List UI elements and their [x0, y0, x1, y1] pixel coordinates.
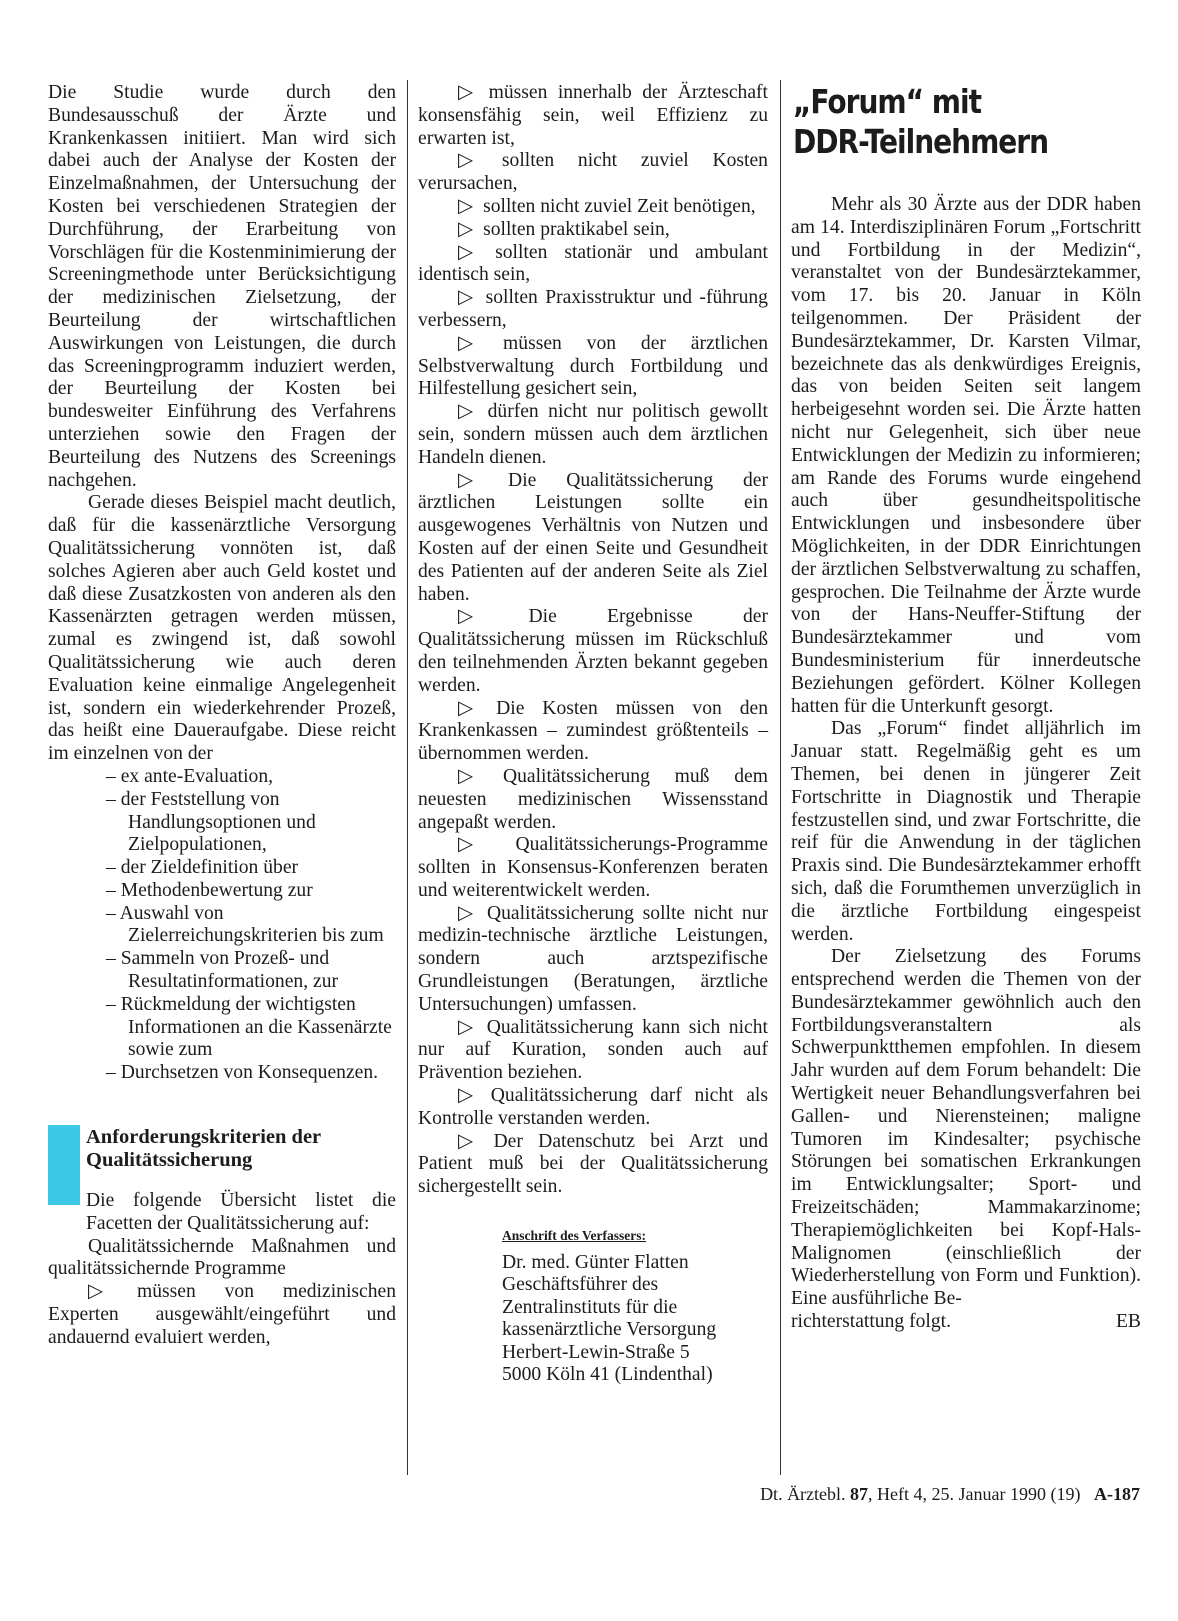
title-line: DDR-Teilnehmern — [793, 122, 1049, 161]
bullet-item: ▷ sollten nicht zuviel Kosten verursachen, — [418, 150, 768, 196]
bullet-item: ▷ Qualitätssicherung kann sich nicht nur auf Kuration, sonden auch auf Prävention beziehen. — [418, 1017, 768, 1085]
column-1 — [48, 82, 396, 1350]
address-label: Anschrift des Verfassers: — [502, 1228, 646, 1244]
bullet-item: ▷ Qualitätssicherung darf nicht als Kontrolle verstanden werden. — [418, 1085, 768, 1131]
paragraph-end: richterstattung folgt. — [791, 1311, 951, 1333]
bullet-item: ▷ müssen innerhalb der Ärzteschaft konsensfähig sein, weil Effizienz zu erwarten ist, — [418, 82, 768, 150]
bullet-item: ▷ sollten Praxisstruktur und -führung verbessern, — [418, 287, 768, 333]
section-title: Anforderungskriterien der Qualitätssicherung — [86, 1126, 321, 1172]
list-item: – Sammeln von Prozeß- und Resultatinformationen, zur — [106, 948, 339, 993]
title-line: „Forum“ mit — [793, 82, 981, 121]
column-divider-2 — [780, 80, 781, 1475]
address-line: Zentralinstituts für die — [502, 1296, 678, 1318]
author-address — [418, 1225, 768, 1387]
page-footer — [650, 1484, 1140, 1505]
evaluation-list — [48, 766, 396, 1085]
bullet-item: ▷ sollten nicht zuviel Zeit benötigen, — [418, 196, 768, 219]
paragraph: Qualitätssichernde Maßnahmen und qualitätssichernde Programme — [48, 1235, 396, 1280]
list-item: – der Zieldefinition über — [106, 857, 299, 879]
paragraph: Gerade dieses Beispiel macht deutlich, daß für die kassenärztliche Versorgung Qualitätssicherung vonnöten ist, daß solches Agieren aber auch Geld kostet und daß diese Zusatzkosten von anderen als den Kassenärzten getragen werden müssen, zumal es zwingend ist, daß sowohl Qualitätssicherung wie auch deren Evaluation keine einmalige Angelegenheit ist, sondern ein wiederkehrender Prozeß, das heißt eine Daueraufgabe. Diese reicht im einzelnen von der — [48, 492, 396, 765]
list-item: – Methodenbewertung zur — [106, 879, 313, 901]
bullet-item: ▷ Der Datenschutz bei Arzt und Patient muß bei der Qualitätssicherung sichergestellt sein. — [418, 1131, 768, 1199]
closing-line — [791, 1311, 1141, 1334]
column-2 — [418, 82, 768, 1387]
volume-number: 87 — [850, 1484, 869, 1504]
bullet-item: ▷ müssen von medizinischen Experten ausgewählt/eingeführt und andauernd evaluiert werden, — [48, 1281, 396, 1349]
bullet-item: ▷ Qualitätssicherung muß dem neuesten medizinischen Wissensstand angepaßt werden. — [418, 766, 768, 834]
paragraph: Der Zielsetzung des Forums entsprechend werden die Themen von der Bundesärztekammer gewöhnlich auch den Fortbildungsveranstaltern als Schwerpunktthemen empfohlen. In diesem Jahr wurden auf dem Forum behandelt: Die Wertigkeit neuer Behandlungsverfahren bei Gallen- und Nierensteinen; maligne Tumoren im Kindesalter; psychische Störungen bei somatischen Erkrankungen im Entwicklungsalter; Sport- und Freizeitschäden; Mammakarzinome; Therapiemöglichkeiten bei Kopf-Hals-Malignomen (einschließlich der Wiederherstellung von Form und Funktion). Eine ausführliche Be- — [791, 946, 1141, 1310]
bullet-item: ▷ Die Ergebnisse der Qualitätssicherung müssen im Rückschluß den teilnehmenden Ärzten bekannt gegeben werden. — [418, 606, 768, 697]
heading-accent-bar — [48, 1125, 80, 1205]
column-3 — [791, 82, 1141, 1334]
bullet-item: ▷ sollten praktikabel sein, — [418, 219, 768, 242]
address-line: Dr. med. Günter Flatten — [502, 1251, 689, 1273]
address-line: Geschäftsführer des — [502, 1274, 659, 1296]
paragraph: Die folgende Übersicht listet die Facetten der Qualitätssicherung auf: — [86, 1190, 396, 1234]
bullet-item: ▷ müssen von der ärztlichen Selbstverwaltung durch Fortbildung und Hilfestellung gesichert sein, — [418, 333, 768, 401]
bullet-item: ▷ Qualitätssicherung sollte nicht nur medizin-technische ärztliche Leistungen, sondern auch arztspezifische Grundleistungen (Beratungen, ärztliche Untersuchungen) umfassen. — [418, 903, 768, 1017]
list-item: – ex ante-Evaluation, — [106, 765, 274, 787]
issue-info: , Heft 4, 25. Januar 1990 (19) — [868, 1484, 1081, 1504]
address-line: Herbert-Lewin-Straße 5 — [502, 1341, 690, 1363]
list-item: – Durchsetzen von Konsequenzen. — [106, 1062, 379, 1084]
list-item: – Auswahl von Zielerreichungskriterien bis zum — [106, 902, 384, 947]
paragraph: Das „Forum“ findet alljährlich im Januar statt. Regelmäßig geht es um Themen, bei denen in jüngerer Zeit Fortschritte in Diagnostik und Therapie festzustellen sind, und zwar Fortschritte, die reif für die Anwendung in der täglichen Praxis sind. Die Bundesärztekammer erhofft sich, daß die Forumthemen unverzüglich in die ärztliche Fortbildung eingespeist werden. — [791, 718, 1141, 945]
author-signature: EB — [1115, 1311, 1141, 1333]
bullet-item: ▷ Die Qualitätssicherung der ärztlichen Leistungen sollte ein ausgewogenes Verhältnis von Nutzen und Kosten auf der einen Seite und Gesundheit des Patienten auf der anderen Seite als Ziel haben. — [418, 470, 768, 607]
list-item: – der Feststellung von Handlungsoptionen und Zielpopulationen, — [106, 788, 316, 856]
article-title — [793, 82, 1089, 162]
section-heading — [48, 1111, 396, 1236]
bullet-item: ▷ dürfen nicht nur politisch gewollt sein, sondern müssen auch dem ärztlichen Handeln dienen. — [418, 401, 768, 469]
journal-name: Dt. Ärztebl. — [760, 1484, 846, 1504]
page-number: A-187 — [1094, 1484, 1140, 1504]
paragraph: Mehr als 30 Ärzte aus der DDR haben am 14. Interdisziplinären Forum „Fortschritt und Fortbildung in der Medizin“, veranstaltet von der Bundesärztekammer, vom 17. bis 20. Januar in Köln teilgenommen. Der Präsident der Bundesärztekammer, Dr. Karsten Vilmar, bezeichnete das als denkwürdiges Ereignis, das von beiden Seiten seit langem herbeigesehnt worden sei. Die Ärzte hatten nicht nur Gelegenheit, sich über neue Entwicklungen der Medizin zu informieren; am Rande des Forums wurde eingehend auch über gesundheitspolitische Entwicklungen und insbesondere über Möglichkeiten, in der DDR Einrichtungen der ärztlichen Selbstverwaltung zu schaffen, gesprochen. Die Teilnahme der Ärzte wurde von der Hans-Neuffer-Stiftung der Bundesärztekammer und vom Bundesministerium für innerdeutsche Beziehungen gefördert. Kölner Kollegen hatten für die Unterkunft gesorgt. — [791, 194, 1141, 717]
bullet-item: ▷ Qualitätssicherungs-Programme sollten in Konsensus-Konferenzen beraten und weiterentwickelt werden. — [418, 834, 768, 902]
bullet-item: ▷ Die Kosten müssen von den Krankenkassen – zumindest größtenteils – übernommen werden. — [418, 698, 768, 766]
address-line: kassenärztliche Versorgung — [502, 1319, 717, 1341]
column-divider-1 — [407, 80, 408, 1475]
bullet-item: ▷ sollten stationär und ambulant identisch sein, — [418, 242, 768, 288]
list-item: – Rückmeldung der wichtigsten Informationen an die Kassenärzte sowie zum — [106, 993, 392, 1061]
paragraph: Die Studie wurde durch den Bundesausschuß der Ärzte und Krankenkassen initiiert. Man wird sich dabei auch der Analyse der Kosten der Einzelmaßnahmen, der Untersuchung der Kosten bei verschiedenen Strategien der Durchführung, der Erarbeitung von Vorschlägen für die Kostenminimierung der Screeningmethode unter Berücksichtigung der medizinischen Zielsetzung, der Beurteilung der wirtschaftlichen Auswirkungen von Leistungen, die durch das Screeningprogramm induziert werden, der Beurteilung der Kosten bei bundesweiter Einführung des Verfahrens unterziehen sowie den Fragen der Beurteilung des Nutzens des Screenings nachgehen. — [48, 82, 396, 491]
address-line: 5000 Köln 41 (Lindenthal) — [502, 1364, 713, 1386]
